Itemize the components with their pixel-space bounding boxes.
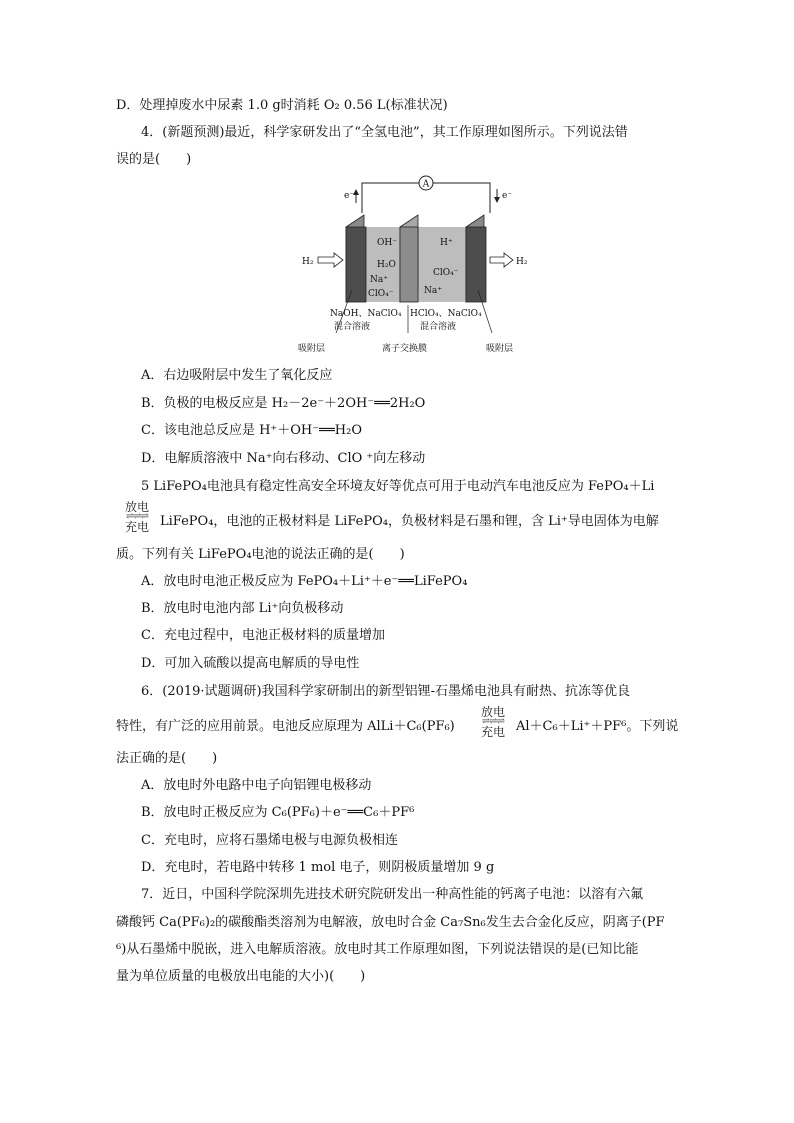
right-solution-label-2: 混合溶液 xyxy=(420,322,457,332)
electron-down-arrow-icon xyxy=(494,197,500,203)
equilibrium-arrow-icon: ⇌⇌⇌ xyxy=(125,511,149,522)
left-solution-label-2: 混合溶液 xyxy=(334,322,371,332)
q4-option-a: A．右边吸附层中发生了氧化反应 xyxy=(141,368,333,383)
q5-option-a: A．放电时电池正极反应为 FePO₄＋Li⁺＋e⁻══LiFePO₄ xyxy=(141,574,468,589)
h2-in-arrow-icon xyxy=(318,253,343,267)
q7-stem: 7．近日，中国科学院深圳先进技术研究院研发出一种高性能的钙离子电池：以溶有六氟 xyxy=(141,887,644,902)
q5-stem-cont: LiFePO₄，电池的正极材料是 LiFePO₄，负极材料是石墨和锂，含 Li⁺导电固体为电解 xyxy=(160,514,659,529)
q7-stem-cont: 磷酸钙 Ca(PF₆)₂的碳酸酯类溶剂为电解液，放电时合金 Ca₇Sn₆发生去合金化反应，阴离子(PF xyxy=(116,915,665,930)
right-solution-label: HClO₄、NaClO₄ xyxy=(410,309,482,319)
left-ion-na: Na⁺ xyxy=(370,275,388,285)
h2-out-label: H₂ xyxy=(516,257,528,267)
q5-stem-cont-2: 质。下列有关 LiFePO₄电池的说法正确的是( ) xyxy=(116,547,405,562)
left-ion-oh: OH⁻ xyxy=(377,238,397,248)
right-layer-label: 吸附层 xyxy=(486,344,514,354)
q6-stem: 6．(2019·试题调研)我国科学家研制出的新型铝锂-石墨烯电池具有耐热、抗冻等优良 xyxy=(141,684,631,699)
q3-option-d: D．处理掉废水中尿素 1.0 g时消耗 O₂ 0.56 L(标准状况) xyxy=(116,98,448,113)
ion-exchange-membrane xyxy=(400,227,418,302)
h2-in-label: H₂ xyxy=(302,257,314,267)
electron-left-label: e⁻ xyxy=(344,191,355,201)
q6-stem-cont-2: 法正确的是( ) xyxy=(116,751,218,766)
left-solution-label: NaOH、NaClO₄ xyxy=(330,309,402,319)
q4-option-b: B．负极的电极反应是 H₂－2e⁻＋2OH⁻══2H₂O xyxy=(141,396,426,411)
ammeter-label: A xyxy=(422,179,430,190)
charge-label: 充电 xyxy=(124,520,149,534)
q6-option-c: C．充电时，应将石墨烯电极与电源负极相连 xyxy=(141,833,398,848)
right-ion-h: H⁺ xyxy=(440,238,453,248)
q7-stem-cont-3: 量为单位质量的电极放出电能的大小)( ) xyxy=(116,969,366,984)
left-adsorption-layer xyxy=(346,227,366,302)
q6-stem-cont-b: Al＋C₆＋Li⁺＋PF⁶。下列说 xyxy=(516,719,679,734)
reversible-arrow-q5 xyxy=(116,501,158,533)
q4-option-d: D．电解质溶液中 Na⁺向右移动、ClO ⁺向左移动 xyxy=(141,451,426,466)
q6-stem-cont: 特性，有广泛的应用前景。电池反应原理为 AlLi＋C₆(PF₆) xyxy=(116,719,455,734)
q5-option-d: D．可加入硫酸以提高电解质的导电性 xyxy=(141,656,360,671)
right-ion-na: Na⁺ xyxy=(424,286,442,296)
q5-option-c: C．充电过程中，电池正极材料的质量增加 xyxy=(141,628,385,643)
q6-option-b: B．放电时正极反应为 C₆(PF₆)＋e⁻══C₆＋PF⁶ xyxy=(141,805,415,820)
left-ion-clo4: ClO₄⁻ xyxy=(368,289,394,299)
electron-right-label: e⁻ xyxy=(502,191,513,201)
right-ion-clo4: ClO₄⁻ xyxy=(433,268,459,278)
charge-label: 充电 xyxy=(480,725,505,739)
q4-option-c: C．该电池总反应是 H⁺＋OH⁻══H₂O xyxy=(141,423,362,438)
equilibrium-arrow-icon: ⇌⇌⇌ xyxy=(481,716,505,727)
q6-option-d: D．充电时，若电路中转移 1 mol 电子，则阴极质量增加 9 g xyxy=(141,860,495,875)
membrane-label: 离子交换膜 xyxy=(382,344,428,354)
right-adsorption-layer xyxy=(466,227,486,302)
left-ion-h2o: H₂O xyxy=(377,260,396,270)
reversible-arrow-q6 xyxy=(470,706,516,738)
left-layer-label: 吸附层 xyxy=(298,344,326,354)
hydrogen-battery-diagram xyxy=(290,175,550,360)
h2-out-arrow-icon xyxy=(490,253,513,267)
q7-stem-cont-2: ⁶)从石墨烯中脱嵌，进入电解质溶液。放电时其工作原理如图，下列说法错误的是(已知比能 xyxy=(116,942,639,957)
q5-stem: 5 LiFePO₄电池具有稳定性高安全环境友好等优点可用于电动汽车电池反应为 FePO₄＋Li xyxy=(141,479,655,494)
q4-stem-cont: 误的是( ) xyxy=(116,152,192,167)
q4-stem: 4．(新题预测)最近，科学家研发出了“全氢电池”，其工作原理如图所示。下列说法错 xyxy=(141,125,628,140)
q6-option-a: A．放电时外电路中电子向铝锂电极移动 xyxy=(141,778,372,793)
q5-option-b: B．放电时电池内部 Li⁺向负极移动 xyxy=(141,601,344,616)
discharge-label: 放电 xyxy=(124,500,149,514)
discharge-label: 放电 xyxy=(480,705,505,719)
